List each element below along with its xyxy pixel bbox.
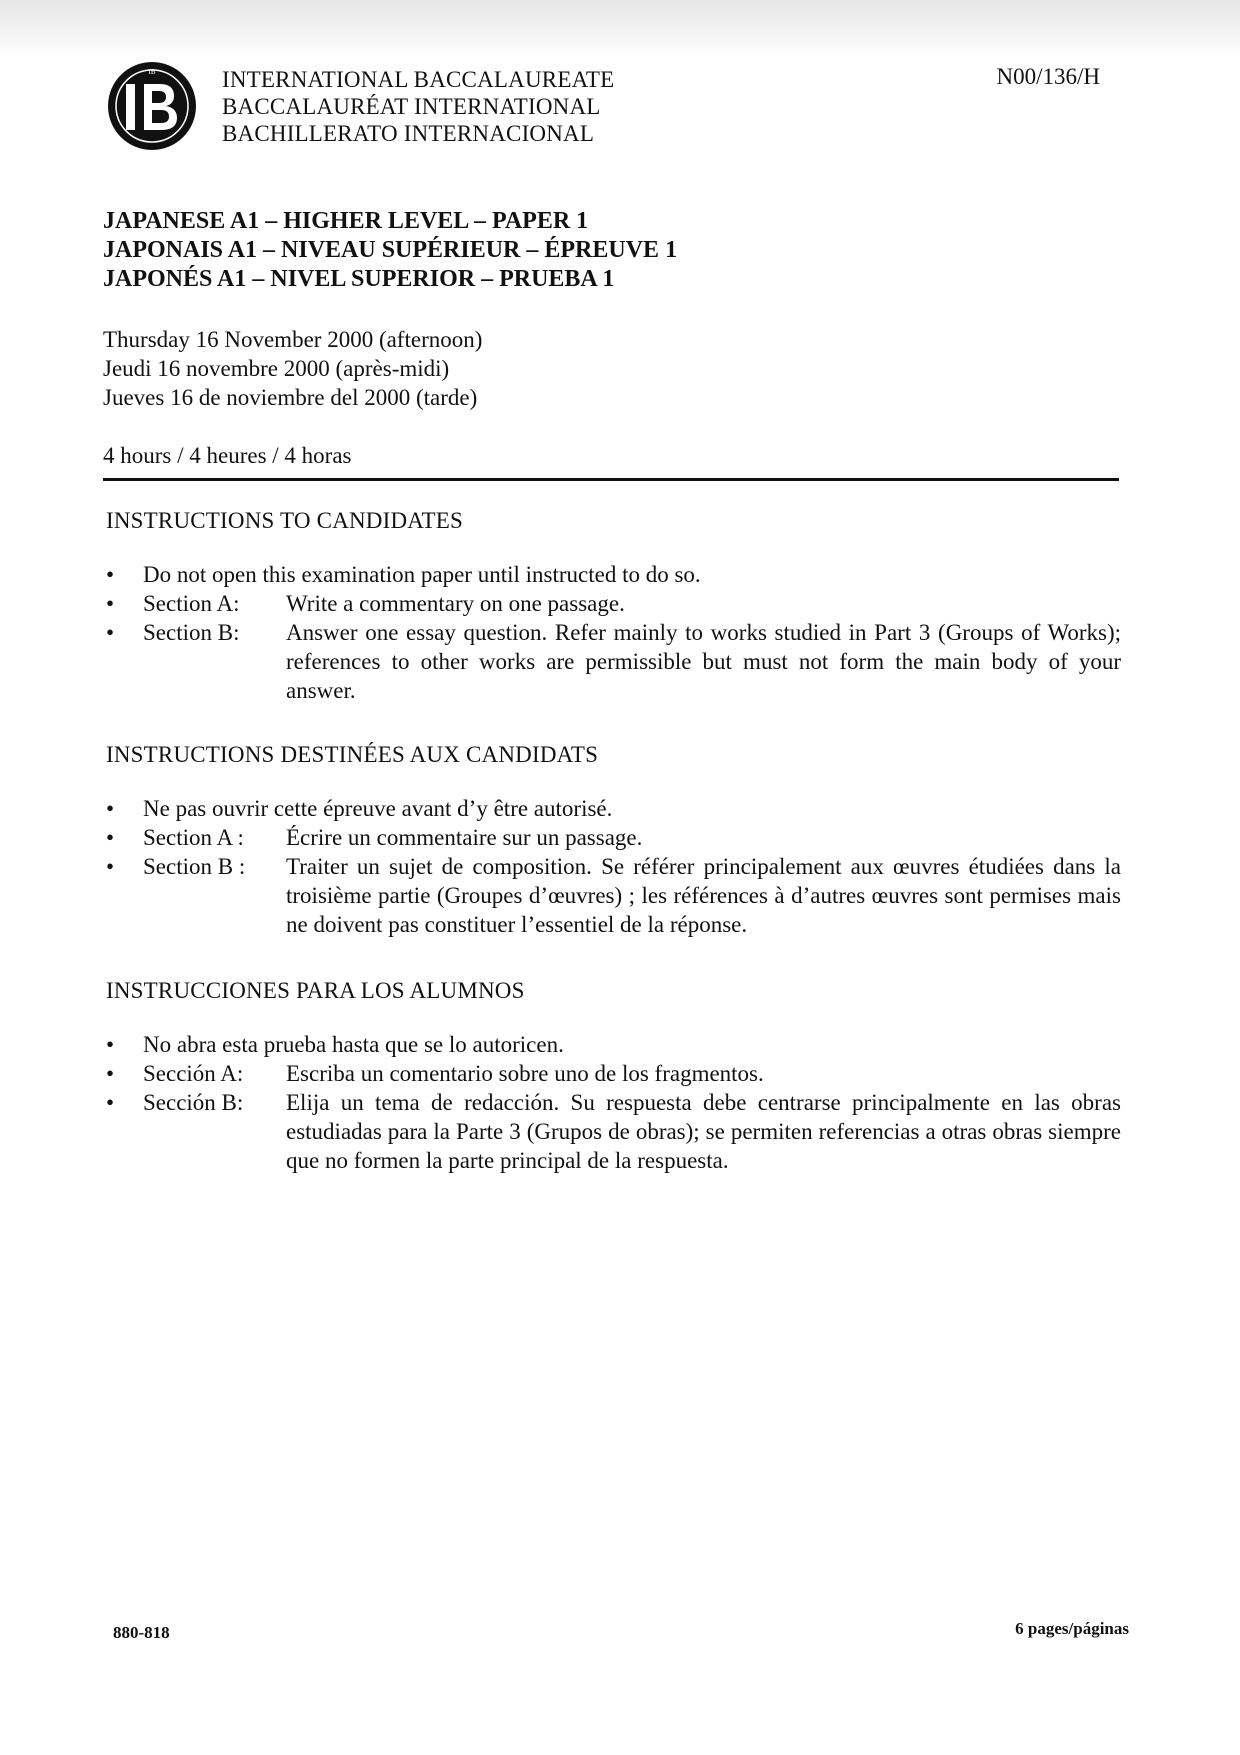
instruction-item [106,794,1121,823]
org-line-en: INTERNATIONAL BACCALAUREATE [222,67,615,92]
exam-title-es: JAPONÉS A1 – NIVEL SUPERIOR – PRUEBA 1 [103,266,615,292]
exam-date-es: Jueves 16 de noviembre del 2000 (tarde) [103,385,478,410]
exam-dates [103,325,482,412]
instructions-list [106,794,1121,939]
instruction-item [106,1030,1121,1059]
instruction-text: Traiter un sujet de composition. Se référer principalement aux œuvres étudiées dans la troisième partie (Groupes d’œuvres) ; les références à d’autres œuvres sont permises mais ne doivent pas constituer l’essentiel de la réponse. [286,854,1121,937]
bullet-icon: • [106,854,115,879]
instruction-label: Sección A: [143,1061,244,1086]
instructions-heading: INSTRUCTIONS DESTINÉES AUX CANDIDATS [106,742,599,767]
org-line-es: BACHILLERATO INTERNACIONAL [222,121,595,146]
scan-shadow [0,0,1240,58]
instructions-heading: INSTRUCCIONES PARA LOS ALUMNOS [106,978,525,1003]
bullet-icon: • [106,1032,115,1057]
organization-name [222,66,614,147]
exam-duration: 4 hours / 4 heures / 4 horas [103,443,352,468]
instructions-list [106,560,1121,705]
ib-logo [106,60,198,152]
instructions-fr [106,742,1121,939]
instruction-text: Answer one essay question. Refer mainly to works studied in Part 3 (Groups of Works); references to other works are permissible but must not form the main body of your answer. [286,620,1121,703]
logo-lettering: IB [148,68,156,76]
instruction-item [106,1059,1121,1088]
instruction-item [106,560,1121,589]
exam-title-en: JAPANESE A1 – HIGHER LEVEL – PAPER 1 [103,208,589,234]
instruction-text: Écrire un commentaire sur un passage. [286,825,643,850]
instruction-text: Do not open this examination paper until instructed to do so. [143,562,701,587]
bullet-icon: • [106,1090,115,1115]
header-divider [103,478,1119,481]
bullet-icon: • [106,796,115,821]
instruction-text: Ne pas ouvrir cette épreuve avant d’y être autorisé. [143,796,613,821]
instruction-text: Write a commentary on one passage. [286,591,625,616]
page-count: 6 pages/páginas [1015,1619,1129,1638]
bullet-icon: • [106,825,115,850]
exam-date-fr: Jeudi 16 novembre 2000 (après-midi) [103,356,450,381]
instruction-label: Section A: [143,591,240,616]
exam-titles [103,207,677,294]
bullet-icon: • [106,591,115,616]
exam-date-en: Thursday 16 November 2000 (afternoon) [103,327,483,352]
instruction-label: Section A : [143,825,244,850]
instruction-item [106,852,1121,939]
footer-code: 880-818 [113,1623,170,1642]
instructions-en [106,508,1121,705]
instruction-text: No abra esta prueba hasta que se lo autoricen. [143,1032,564,1057]
instruction-text: Escriba un comentario sobre uno de los fragmentos. [286,1061,764,1086]
instruction-text: Elija un tema de redacción. Su respuesta debe centrarse principalmente en las obras estudiadas para la Parte 3 (Grupos de obras); se permiten referencias a otras obras siempre que no formen la parte principal de la respuesta. [286,1090,1121,1173]
instruction-label: Section B : [143,854,246,879]
instruction-item [106,589,1121,618]
instruction-item [106,823,1121,852]
instruction-item [106,1088,1121,1175]
instruction-item [106,618,1121,705]
instructions-heading: INSTRUCTIONS TO CANDIDATES [106,508,464,533]
exam-title-fr: JAPONAIS A1 – NIVEAU SUPÉRIEUR – ÉPREUVE 1 [103,237,678,263]
instructions-list [106,1030,1121,1175]
instruction-label: Sección B: [143,1090,244,1115]
bullet-icon: • [106,620,115,645]
instruction-label: Section B: [143,620,240,645]
bullet-icon: • [106,562,115,587]
document-code: N00/136/H [996,64,1100,89]
bullet-icon: • [106,1061,115,1086]
instructions-es [106,978,1121,1175]
org-line-fr: BACCALAURÉAT INTERNATIONAL [222,94,601,119]
